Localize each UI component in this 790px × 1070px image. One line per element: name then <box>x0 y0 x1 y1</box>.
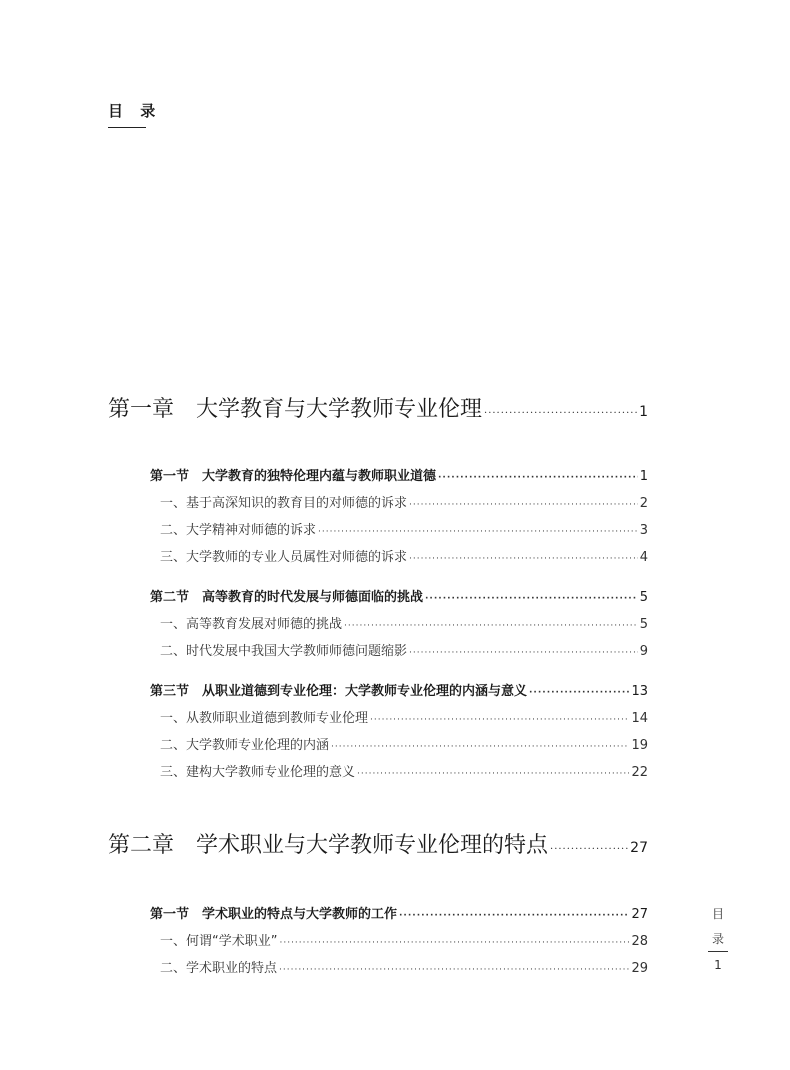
dot-leader <box>318 527 638 537</box>
toc-page-number: 5 <box>639 617 648 632</box>
toc-page-number: 27 <box>631 907 648 922</box>
dot-leader <box>409 648 638 658</box>
toc-label: 一、高等教育发展对师德的挑战 <box>160 617 343 632</box>
toc-section-1-3[interactable] <box>150 680 648 699</box>
toc-page-number: 27 <box>630 840 648 856</box>
toc-page-number: 13 <box>631 684 648 699</box>
toc-section-2-1[interactable] <box>150 903 648 922</box>
toc-label: 第一节 学术职业的特点与大学教师的工作 <box>150 907 398 922</box>
toc-item[interactable] <box>160 957 648 976</box>
toc-item[interactable] <box>160 546 648 565</box>
dot-leader <box>550 844 628 855</box>
side-marker-char-2: 录 <box>711 932 724 946</box>
dot-leader <box>409 554 638 564</box>
side-marker-char-1: 目 <box>711 907 724 921</box>
toc-page-number: 5 <box>639 590 648 605</box>
toc-item[interactable] <box>160 734 648 753</box>
toc-label: 三、建构大学教师专业伦理的意义 <box>160 765 356 780</box>
toc-label: 一、何谓“学术职业” <box>160 934 278 949</box>
toc-chapter-2[interactable] <box>108 828 648 859</box>
toc-page-number: 14 <box>631 711 648 726</box>
dot-leader <box>279 965 629 975</box>
toc-page-number: 29 <box>631 961 648 976</box>
toc-item[interactable] <box>160 519 648 538</box>
toc-section-1-2[interactable] <box>150 586 648 605</box>
page-title: 目 录 <box>108 102 162 120</box>
toc-label: 第三节 从职业道德到专业伦理：大学教师专业伦理的内涵与意义 <box>150 684 528 699</box>
toc-label: 三、大学教师的专业人员属性对师德的诉求 <box>160 550 408 565</box>
dot-leader <box>357 769 629 779</box>
toc-item[interactable] <box>160 613 648 632</box>
dot-leader <box>344 621 638 631</box>
toc-label: 第二章 学术职业与大学教师专业伦理的特点 <box>108 833 549 858</box>
toc-item[interactable] <box>160 492 648 511</box>
toc-page-number: 1 <box>639 469 648 484</box>
side-marker-rule <box>708 951 728 952</box>
toc-label: 第一节 大学教育的独特伦理内蕴与教师职业道德 <box>150 469 437 484</box>
toc-label: 二、时代发展中我国大学教师师德问题缩影 <box>160 644 408 659</box>
dot-leader <box>399 911 629 921</box>
toc-label: 二、大学精神对师德的诉求 <box>160 523 317 538</box>
dot-leader <box>370 715 629 725</box>
toc-page-number: 28 <box>631 934 648 949</box>
toc-page-number: 3 <box>639 523 648 538</box>
toc-page-number: 4 <box>639 550 648 565</box>
dot-leader <box>425 594 638 604</box>
toc-page-number: 19 <box>631 738 648 753</box>
toc-section-1-1[interactable] <box>150 465 648 484</box>
toc-label: 第一章 大学教育与大学教师专业伦理 <box>108 397 483 422</box>
toc-item[interactable] <box>160 640 648 659</box>
side-marker-page-number: 1 <box>714 958 722 972</box>
toc-item[interactable] <box>160 930 648 949</box>
dot-leader <box>438 473 638 483</box>
toc-label: 一、从教师职业道德到教师专业伦理 <box>160 711 369 726</box>
toc-label: 一、基于高深知识的教育目的对师德的诉求 <box>160 496 408 511</box>
dot-leader <box>409 500 638 510</box>
toc-page-number: 9 <box>639 644 648 659</box>
toc-chapter-1[interactable] <box>108 392 648 423</box>
toc-item[interactable] <box>160 707 648 726</box>
toc-label: 第二节 高等教育的时代发展与师德面临的挑战 <box>150 590 424 605</box>
toc-page-number: 1 <box>639 404 648 420</box>
toc-label: 二、大学教师专业伦理的内涵 <box>160 738 330 753</box>
dot-leader <box>279 938 629 948</box>
toc-page-number: 2 <box>639 496 648 511</box>
toc-page-number: 22 <box>631 765 648 780</box>
dot-leader <box>529 688 629 698</box>
toc-item[interactable] <box>160 761 648 780</box>
dot-leader <box>331 742 629 752</box>
dot-leader <box>484 408 637 419</box>
toc-label: 二、学术职业的特点 <box>160 961 278 976</box>
title-underline <box>108 127 146 128</box>
